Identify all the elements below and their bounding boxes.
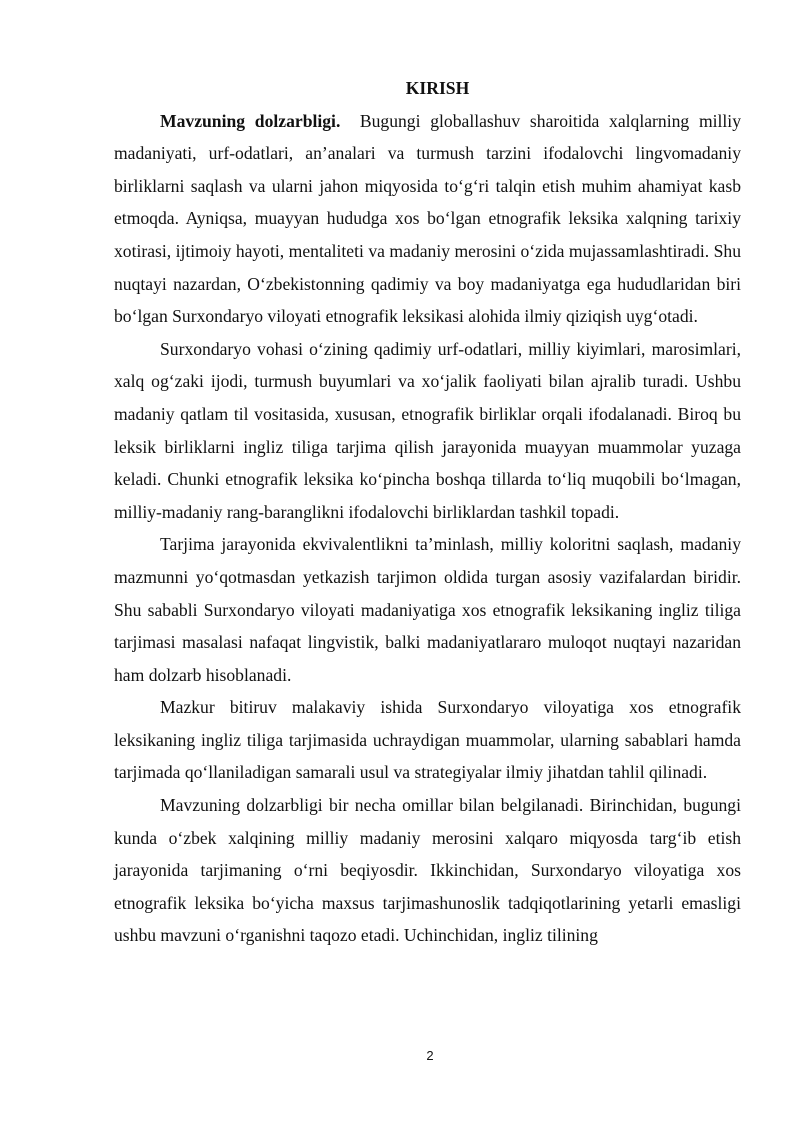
paragraph-lead: Mavzuning dolzarbligi.	[160, 110, 341, 131]
document-body	[114, 72, 746, 952]
paragraph-5: Mavzuning dolzarbligi bir necha omillar bilan belgilanadi. Birinchidan, bugungi kunda o‘zbek xalqining milliy madaniy merosini xalqaro miqyosda targ‘ib etish jarayonida tarjimaning o‘rni beqiyosdir. Ikkinchidan, Surxondaryo viloyatiga xos etnografik leksika bo‘yicha maxsus tarjimashunoslik tadqiqotlarining yetarli emasligi ushbu mavzuni o‘rganishni taqozo etadi. Uchinchidan, ingliz tilining	[114, 795, 741, 946]
paragraph-3: Tarjima jarayonida ekvivalentlikni ta’minlash, milliy koloritni saqlash, madaniy mazmunni yo‘qotmasdan yetkazish tarjimon oldida turgan asosiy vazifalardan biridir. Shu sababli Surxondaryo viloyati madaniyatiga xos etnografik leksikaning ingliz tiliga tarjimasi masalasi nafaqat lingvistik, balki madaniyatlararo muloqot nuqtayi nazaridan ham dolzarb hisoblanadi.	[114, 534, 741, 685]
paragraph-2: Surxondaryo vohasi o‘zining qadimiy urf-odatlari, milliy kiyimlari, marosimlari, xalq og‘zaki ijodi, turmush buyumlari va xo‘jalik faoliyati bilan ajralib turadi. Ushbu madaniy qatlam til vositasida, xususan, etnografik birliklar orqali ifodalanadi. Biroq bu leksik birliklarni ingliz tiliga tarjima qilish jarayonida muayyan muammolar yuzaga keladi. Chunki etnografik leksika ko‘pincha boshqa tillarda to‘liq muqobili bo‘lmagan, milliy-madaniy rang-baranglikni ifodalovchi birliklardan tashkil topadi.	[114, 338, 741, 522]
section-heading: KIRISH	[405, 78, 470, 98]
paragraph-1	[114, 105, 746, 333]
page-number: 2	[426, 1048, 434, 1063]
paragraph-text: Bugungi globallashuv sharoitida xalqlarning milliy madaniyati, urf-odatlari, an’analari va turmush tarzini ifodalovchi lingvomadaniy birliklarni saqlash va ularni jahon miqyosida to‘g‘ri talqin etish muhim ahamiyat kasb etmoqda. Ayniqsa, muayyan hududga xos bo‘lgan etnografik leksika xalqning tarixiy xotirasi, ijtimoiy hayoti, mentaliteti va madaniy merosini o‘zida mujassamlashtiradi. Shu nuqtayi nazardan, O‘zbekistonning qadimiy va boy madaniyatga ega hududlaridan biri bo‘lgan Surxondaryo viloyati etnografik leksikasi alohida ilmiy qiziqish uyg‘otadi.	[114, 110, 746, 327]
paragraph-4: Mazkur bitiruv malakaviy ishida Surxondaryo viloyatiga xos etnografik leksikaning ingliz tiliga tarjimasida uchraydigan muammolar, ularning sabablari hamda tarjimada qo‘llaniladigan samarali usul va strategiyalar ilmiy jihatdan tahlil qilinadi.	[114, 697, 741, 783]
